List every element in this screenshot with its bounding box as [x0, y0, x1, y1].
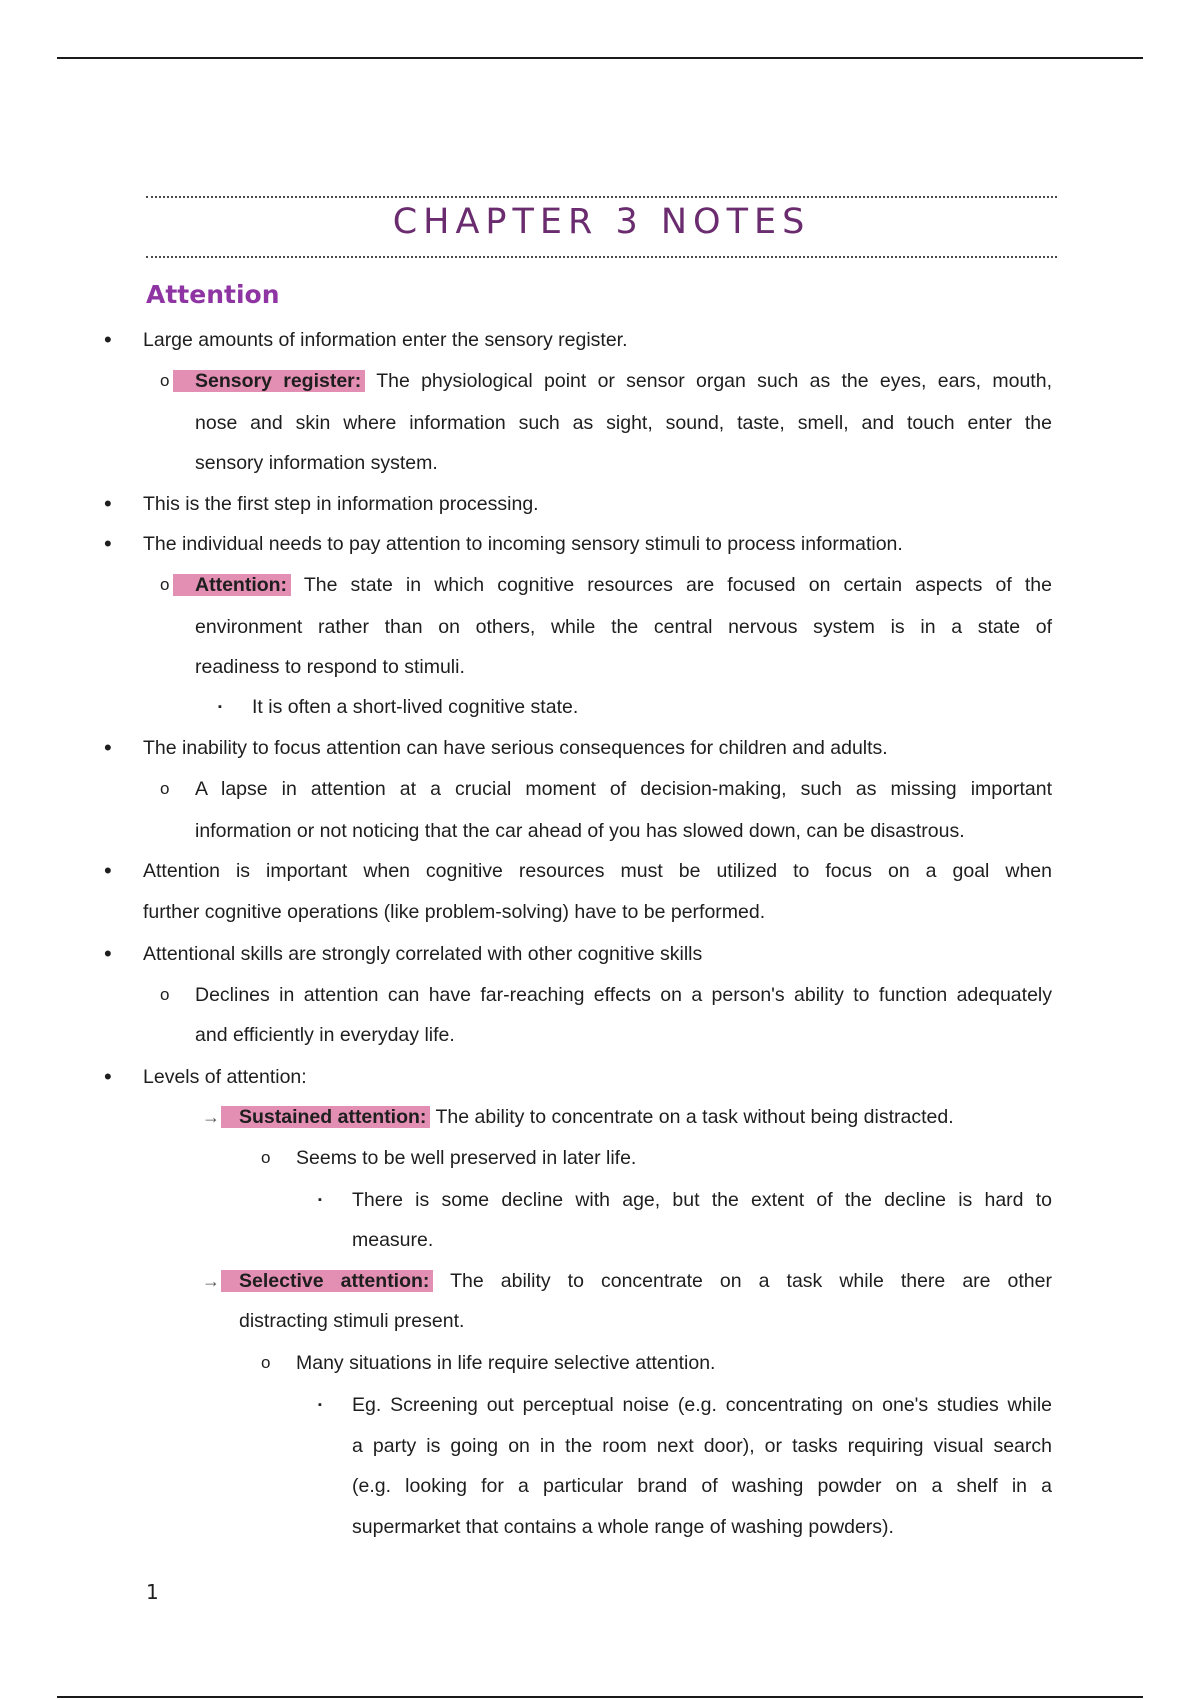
list-item: It is often a short-lived cognitive state. [252, 696, 579, 718]
list-item-continuation: a party is going on in the room next door), or tasks requiring visual search [352, 1435, 1052, 1457]
list-item-definition [195, 571, 1052, 599]
bullet-square-icon: ▪ [218, 701, 222, 713]
page-top-rule [57, 57, 1143, 59]
list-item-definition [195, 367, 1052, 395]
list-item-continuation: readiness to respond to stimuli. [195, 656, 465, 678]
list-item: There is some decline with age, but the extent of the decline is hard to [352, 1189, 1052, 1211]
arrow-bullet-icon: → [202, 1271, 220, 1291]
list-item: This is the first step in information processing. [143, 493, 539, 515]
section-heading-attention: Attention [146, 280, 280, 309]
definition-text: The state in which cognitive resources are focused on certain aspects of the [303, 574, 1052, 596]
list-item: Attentional skills are strongly correlated with other cognitive skills [143, 943, 703, 965]
bullet-circle-icon: o [160, 985, 170, 1004]
term-highlight-sensory-register: Sensory register: [173, 370, 365, 392]
definition-text: The ability to concentrate on a task without being distracted. [435, 1106, 954, 1128]
definition-text: The physiological point or sensor organ such as the eyes, ears, mouth, [376, 370, 1052, 392]
bullet-square-icon: ▪ [318, 1194, 322, 1206]
list-item-continuation: and efficiently in everyday life. [195, 1024, 455, 1046]
bullet-disc-icon: • [104, 491, 112, 516]
bullet-circle-icon: o [160, 575, 170, 594]
arrow-bullet-icon: → [202, 1107, 220, 1127]
term-highlight-sustained-attention: Sustained attention: [221, 1106, 430, 1128]
bullet-circle-icon: o [261, 1353, 271, 1372]
list-item: The individual needs to pay attention to incoming sensory stimuli to process information. [143, 533, 903, 555]
list-item-continuation: (e.g. looking for a particular brand of washing powder on a shelf in a [352, 1475, 1052, 1497]
page-bottom-rule [57, 1696, 1143, 1698]
bullet-circle-icon: o [160, 371, 170, 390]
list-item-definition [239, 1267, 1052, 1295]
bullet-disc-icon: • [104, 858, 112, 883]
title-block [146, 196, 1057, 258]
page-number: 1 [146, 1580, 159, 1604]
bullet-square-icon: ▪ [318, 1399, 322, 1411]
list-item: The inability to focus attention can have serious consequences for children and adults. [143, 737, 888, 759]
page-title: CHAPTER 3 NOTES [392, 202, 811, 242]
list-item-continuation: environment rather than on others, while the central nervous system is in a state of [195, 616, 1052, 638]
list-item-continuation: measure. [352, 1229, 434, 1251]
definition-text: The ability to concentrate on a task while there are other [450, 1270, 1052, 1292]
list-item-continuation: sensory information system. [195, 452, 438, 474]
bullet-disc-icon: • [104, 1064, 112, 1089]
list-item-continuation: information or not noticing that the car ahead of you has slowed down, can be disastrous. [195, 820, 965, 842]
list-item-continuation: nose and skin where information such as sight, sound, taste, smell, and touch enter the [195, 412, 1052, 434]
bullet-disc-icon: • [104, 531, 112, 556]
bullet-circle-icon: o [261, 1148, 271, 1167]
list-item: Declines in attention can have far-reaching effects on a person's ability to function adequately [195, 984, 1052, 1006]
bullet-disc-icon: • [104, 327, 112, 352]
bullet-disc-icon: • [104, 941, 112, 966]
list-item: Many situations in life require selective attention. [296, 1352, 716, 1374]
list-item: Levels of attention: [143, 1066, 307, 1088]
term-highlight-selective-attention: Selective attention: [221, 1270, 433, 1292]
list-item-definition [239, 1103, 954, 1131]
list-item: Seems to be well preserved in later life. [296, 1147, 637, 1169]
list-item-continuation: supermarket that contains a whole range of washing powders). [352, 1516, 894, 1538]
term-highlight-attention: Attention: [173, 574, 291, 596]
list-item: Large amounts of information enter the sensory register. [143, 329, 628, 351]
list-item-continuation: distracting stimuli present. [239, 1310, 465, 1332]
list-item-continuation: further cognitive operations (like problem-solving) have to be performed. [143, 901, 766, 923]
bullet-circle-icon: o [160, 779, 170, 798]
bullet-disc-icon: • [104, 735, 112, 760]
list-item: A lapse in attention at a crucial moment of decision-making, such as missing important [195, 778, 1052, 800]
list-item: Eg. Screening out perceptual noise (e.g. concentrating on one's studies while [352, 1394, 1052, 1416]
list-item: Attention is important when cognitive resources must be utilized to focus on a goal when [143, 860, 1052, 882]
